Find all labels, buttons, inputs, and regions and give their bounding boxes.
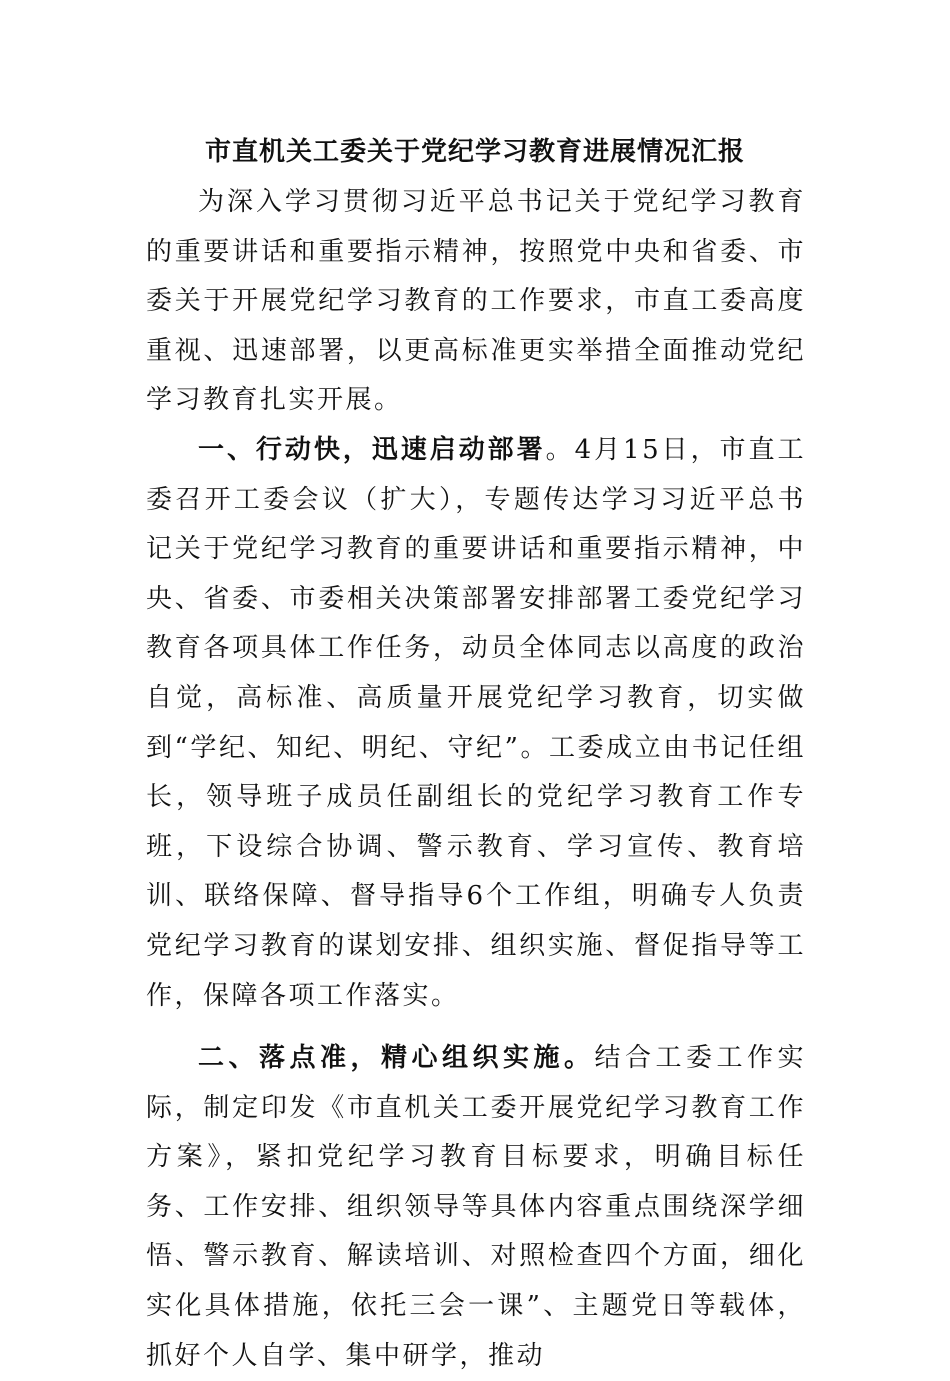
- section-2-heading: 二、落点准，精心组织实施。: [198, 1043, 595, 1074]
- section-2-text: 结合工委工作实际，制定印发《市直机关工委开展党纪学习教育工作方案》，紧扣党纪学习教育目标要求，明确目标任务、工作安排、组织领导等具体内容重点围绕深学细悟、警示教育、解读培训、对照检查四个方面，细化实化具体措施，依托三会一课”、主题党日等载体，抓好个人自学、集中研学，推动: [146, 1043, 806, 1371]
- section-1-paragraph: [146, 426, 806, 1021]
- section-1-text: 。4月15日，市直工委召开工委会议（扩大），专题传达学习习近平总书记关于党纪学习教育的重要讲话和重要指示精神，中央、省委、市委相关决策部署安排部署工委党纪学习教育各项具体工作任务，动员全体同志以高度的政治自觉，高标准、高质量开展党纪学习教育，切实做到“学纪、知纪、明纪、守纪”。工委成立由书记任组长，领导班子成员任副组长的党纪学习教育工作专班，下设综合协调、警示教育、学习宣传、教育培训、联络保障、督导指导6个工作组，明确专人负责党纪学习教育的谋划安排、组织实施、督促指导等工作，保障各项工作落实。: [146, 434, 806, 1011]
- document-body: [146, 178, 806, 1381]
- section-1-heading: 一、行动快，迅速启动部署: [198, 434, 546, 465]
- intro-paragraph: 为深入学习贯彻习近平总书记关于党纪学习教育的重要讲话和重要指示精神，按照党中央和省委、市委关于开展党纪学习教育的工作要求，市直工委高度重视、迅速部署，以更高标准更实举措全面推动党纪学习教育扎实开展。: [146, 187, 806, 416]
- document-title: 市直机关工委关于党纪学习教育进展情况汇报: [204, 137, 745, 167]
- section-2-paragraph: [146, 1034, 806, 1381]
